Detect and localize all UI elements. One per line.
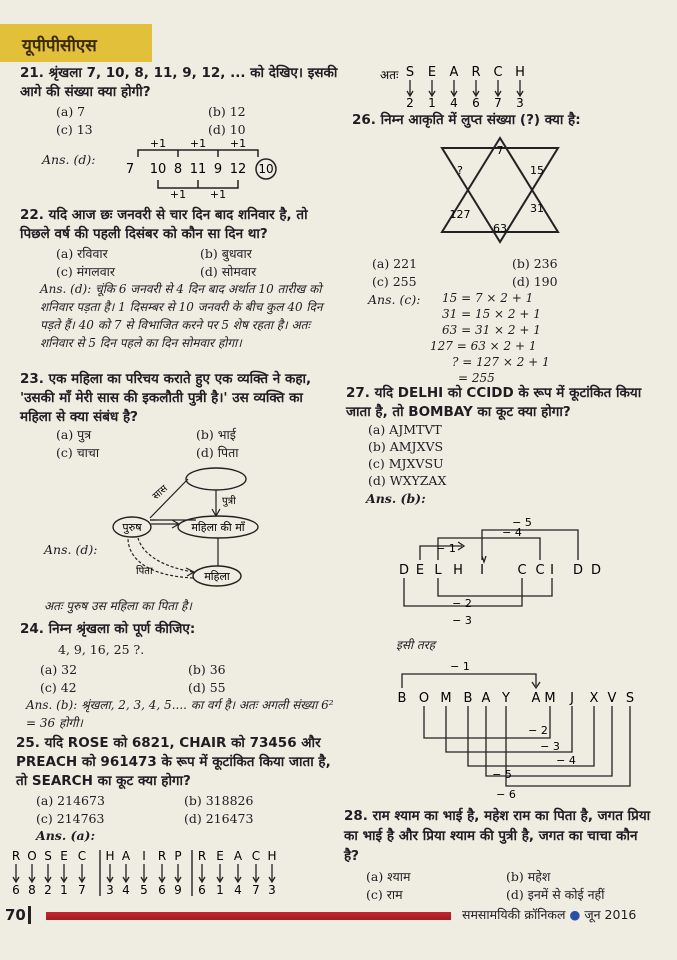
q27-code-letter: D bbox=[590, 563, 602, 578]
q27-bombay-letter: A bbox=[481, 691, 491, 706]
q27-bombay-code-letter: A bbox=[531, 691, 541, 706]
q27-delhi-letter: I bbox=[480, 563, 484, 578]
q26-star-figure bbox=[430, 132, 570, 244]
q27-b-shift-5: − 5 bbox=[492, 768, 512, 781]
q25-search-digit: 3 bbox=[516, 96, 524, 108]
q22-question: 22. यदि आज छः जनवरी से चार दिन बाद शनिवार है, तो पिछले वर्ष की पहली दिसंबर को कौन सा दिन था? bbox=[20, 207, 308, 242]
q27-bombay-letter: Y bbox=[502, 691, 510, 706]
q27-option-a: (a) AJMTVT bbox=[368, 422, 442, 437]
q21-term-7: 10 bbox=[258, 162, 274, 176]
q23-label-father: पिता bbox=[136, 566, 153, 577]
q27-delhi-diagram bbox=[392, 514, 612, 626]
q25-letter: O bbox=[27, 849, 37, 863]
q26-step-5: ? = 127 × 2 + 1 bbox=[452, 355, 550, 369]
q25-search-digit: 7 bbox=[494, 96, 502, 108]
q25-digit: 5 bbox=[140, 883, 148, 897]
q26-num-right: 15 bbox=[530, 164, 544, 177]
q25-digit: 7 bbox=[78, 883, 86, 897]
q23-label-daughter: पुत्री bbox=[222, 496, 236, 507]
q24-option-a: (a) 32 bbox=[40, 662, 78, 677]
q23-node-mother: महिला की माँ bbox=[191, 521, 245, 534]
q25-letter: I bbox=[142, 849, 146, 863]
q25-digit: 4 bbox=[122, 883, 130, 897]
q21-term-3: 8 bbox=[173, 162, 183, 177]
q21-question: 21. श्रृंखला 7, 10, 8, 11, 9, 12, ... को देखिए। इसकी आगे की संख्या क्या होगी? bbox=[20, 65, 338, 100]
section-title: यूपीपीसीएस bbox=[22, 36, 97, 56]
q25-letter: R bbox=[157, 849, 167, 863]
q21-plus-5: +1 bbox=[209, 188, 227, 198]
q25-digit: 3 bbox=[268, 883, 276, 897]
q27-shift-e: − 3 bbox=[452, 614, 472, 626]
q26-step-2: 31 = 15 × 2 + 1 bbox=[442, 307, 541, 321]
q26-step-3: 63 = 31 × 2 + 1 bbox=[442, 323, 541, 337]
q26-step-1: 15 = 7 × 2 + 1 bbox=[442, 291, 534, 305]
q27-bombay-code-letter: X bbox=[589, 691, 599, 706]
q21-option-b: (b) 12 bbox=[208, 104, 246, 119]
q22-option-b: (b) बुधवार bbox=[200, 246, 252, 261]
q25-search-digit: 6 bbox=[472, 96, 480, 108]
page-number-divider bbox=[28, 906, 45, 924]
q27-delhi-letter: D bbox=[398, 563, 410, 578]
q25-letter: A bbox=[121, 849, 131, 863]
q27-bombay-letter: M bbox=[440, 691, 452, 706]
q25-so: अतः bbox=[380, 68, 399, 82]
q23-option-c: (c) चाचा bbox=[56, 445, 100, 460]
q25-letter: E bbox=[216, 849, 224, 863]
q25-search-letter: E bbox=[427, 65, 437, 80]
q25-digit: 2 bbox=[44, 883, 52, 897]
q24-option-c: (c) 42 bbox=[40, 680, 77, 695]
q25-letter: R bbox=[197, 849, 207, 863]
q23-node-man: पुरुष bbox=[122, 521, 142, 534]
q23-relation-diagram bbox=[108, 466, 268, 590]
q25-search-letter: H bbox=[515, 65, 525, 80]
q25-letter: C bbox=[251, 849, 261, 863]
q27-bombay-letter: O bbox=[418, 691, 430, 706]
q21-answer: Ans. (d): bbox=[42, 152, 96, 167]
q21-option-d: (d) 10 bbox=[208, 122, 246, 137]
q27-b-shift-2: − 2 bbox=[528, 724, 548, 737]
footer-magazine bbox=[462, 906, 636, 923]
q25-code-mapping bbox=[6, 848, 326, 898]
q25-search-letter: R bbox=[471, 65, 481, 80]
q26-num-bottom-left: 127 bbox=[449, 208, 471, 221]
q25-letter: S bbox=[44, 849, 52, 863]
q25-letter: H bbox=[267, 849, 277, 863]
q25-digit: 4 bbox=[234, 883, 242, 897]
q28-option-b: (b) महेश bbox=[506, 869, 551, 884]
q27-delhi-letter: E bbox=[415, 563, 425, 578]
q27-option-b: (b) AMJXVS bbox=[368, 439, 444, 454]
page-number: 70 bbox=[5, 906, 26, 924]
q21-series-diagram bbox=[110, 138, 290, 198]
q25-search-letter: C bbox=[493, 65, 503, 80]
q21-plus-4: +1 bbox=[169, 188, 187, 198]
q23-answer: Ans. (d): bbox=[44, 542, 98, 557]
q27-delhi-letter: L bbox=[434, 563, 442, 578]
q25-option-c: (c) 214763 bbox=[36, 811, 105, 826]
q25-digit: 3 bbox=[106, 883, 114, 897]
q24-answer: Ans. (b): श्रृंखला, 2, 3, 4, 5.... का वर्ग है। अतः अगली संख्या 6² = 36 होगी। bbox=[26, 698, 334, 730]
q26-option-c: (c) 255 bbox=[372, 274, 417, 289]
q27-shift-a: − 5 bbox=[512, 516, 532, 529]
q26-num-bottom-right: 31 bbox=[530, 202, 544, 215]
q25-option-a: (a) 214673 bbox=[36, 793, 105, 808]
q25-letter: C bbox=[77, 849, 87, 863]
q27-bombay-code-letter: S bbox=[625, 691, 635, 706]
q21-term-2: 10 bbox=[149, 162, 167, 177]
q27-bombay-code-letter: V bbox=[607, 691, 617, 706]
q28-option-a: (a) श्याम bbox=[366, 869, 411, 884]
q21-term-6: 12 bbox=[229, 162, 247, 177]
q23-question: 23. एक महिला का परिचय कराते हुए एक व्यक्ति ने कहा, 'उसकी माँ मेरी सास की इकलौती पुत्री है।' उस व्यक्ति का महिला से क्या संबंध है? bbox=[20, 371, 312, 425]
q21-term-1: 7 bbox=[125, 162, 135, 177]
q27-bombay-letter: B bbox=[463, 691, 473, 706]
q22-answer: Ans. (d): चूंकि 6 जनवरी से 4 दिन बाद अर्थात 10 तारीख को शनिवार पड़ता है। 1 दिसम्बर से 10 जनवरी के बीच कुल 40 दिन पड़ते हैं। 40 को 7 से विभाजित करने पर 5 शेष रहता है। अतः शनिवार से 5 दिन पहले का दिन सोमवार होगा। bbox=[40, 282, 323, 350]
q27-b-shift-1: − 1 bbox=[450, 660, 470, 673]
q21-plus-2: +1 bbox=[189, 138, 207, 150]
q21-term-4: 11 bbox=[189, 162, 207, 177]
magazine-name: समसामयिकी क्रॉनिकल bbox=[462, 907, 566, 922]
q25-question: 25. यदि ROSE को 6821, CHAIR को 73456 और PREACH को 961473 के रूप में कूटांकित किया जाता है, तो SEARCH का कूट क्या होगा? bbox=[16, 735, 331, 789]
q24-question: 24. निम्न श्रृंखला को पूर्ण कीजिए: bbox=[20, 621, 196, 637]
q25-search-letter: S bbox=[405, 65, 415, 80]
footer-dot-icon: ● bbox=[569, 907, 581, 922]
q27-shift-b: − 4 bbox=[502, 526, 522, 539]
q26-option-b: (b) 236 bbox=[512, 256, 558, 271]
q22-option-a: (a) रविवार bbox=[56, 246, 108, 261]
q22-option-c: (c) मंगलवार bbox=[56, 264, 116, 279]
q25-digit: 9 bbox=[174, 883, 182, 897]
q23-conclusion: अतः पुरुष उस महिला का पिता है। bbox=[44, 599, 192, 613]
q25-option-b: (b) 318826 bbox=[184, 793, 254, 808]
q28-question: 28. राम श्याम का भाई है, महेश राम का पिता है, जगत प्रिया का भाई है और प्रिया श्याम की पुत्री है, जगत का चाचा कौन है? bbox=[344, 808, 651, 864]
q27-b-shift-6: − 6 bbox=[496, 788, 516, 801]
q27-shift-d: − 2 bbox=[452, 597, 472, 610]
q26-question: 26. निम्न आकृति में लुप्त संख्या (?) क्या है: bbox=[352, 112, 581, 128]
q26-answer: Ans. (c): bbox=[368, 292, 421, 307]
q27-code-letter: C bbox=[517, 563, 527, 578]
q21-option-a: (a) 7 bbox=[56, 104, 86, 119]
section-header bbox=[0, 24, 152, 62]
q25-letter: H bbox=[105, 849, 115, 863]
q27-bombay-diagram bbox=[390, 660, 650, 802]
q26-option-d: (d) 190 bbox=[512, 274, 558, 289]
q27-bombay-letter: B bbox=[397, 691, 407, 706]
q23-option-a: (a) पुत्र bbox=[56, 427, 92, 442]
q22-option-d: (d) सोमवार bbox=[200, 264, 257, 279]
q27-code-letter: I bbox=[550, 563, 554, 578]
q25-search-digit: 2 bbox=[406, 96, 414, 108]
q26-option-a: (a) 221 bbox=[372, 256, 418, 271]
q27-code-letter: D bbox=[572, 563, 584, 578]
q21-term-5: 9 bbox=[213, 162, 223, 177]
q25-digit: 7 bbox=[252, 883, 260, 897]
q27-answer: Ans. (b): bbox=[366, 491, 426, 506]
q27-code-letter: C bbox=[535, 563, 545, 578]
q27-similarly: इसी तरह bbox=[396, 638, 436, 652]
q24-series: 4, 9, 16, 25 ?. bbox=[58, 642, 145, 657]
q25-option-d: (d) 216473 bbox=[184, 811, 254, 826]
q24-option-d: (d) 55 bbox=[188, 680, 226, 695]
q26-num-top: 7 bbox=[496, 144, 504, 157]
q27-option-d: (d) WXYZAX bbox=[368, 473, 447, 488]
q25-letter: P bbox=[174, 849, 182, 863]
q27-bombay-code-letter: J bbox=[570, 691, 574, 706]
q27-bombay-code-letter: M bbox=[544, 691, 556, 706]
q27-b-shift-3: − 3 bbox=[540, 740, 560, 753]
q24-option-b: (b) 36 bbox=[188, 662, 226, 677]
q28-option-d: (d) इनमें से कोई नहीं bbox=[506, 887, 605, 902]
footer-bar bbox=[46, 912, 451, 920]
q28-option-c: (c) राम bbox=[366, 887, 403, 902]
q27-delhi-letter: H bbox=[453, 563, 463, 578]
q27-option-c: (c) MJXVSU bbox=[368, 456, 444, 471]
issue-date: जून 2016 bbox=[584, 907, 637, 922]
q21-plus-3: +1 bbox=[229, 138, 247, 150]
q27-question: 27. यदि DELHI को CCIDD के रूप में कूटांकित किया जाता है, तो BOMBAY का कूट क्या होगा? bbox=[346, 385, 642, 420]
q26-step-4: 127 = 63 × 2 + 1 bbox=[430, 339, 537, 353]
q23-label-mil: सास bbox=[150, 483, 170, 503]
q21-plus-1: +1 bbox=[149, 138, 167, 150]
q26-step-6: = 255 bbox=[458, 371, 495, 385]
q25-digit: 1 bbox=[60, 883, 68, 897]
q25-letter: R bbox=[11, 849, 21, 863]
q25-digit: 8 bbox=[28, 883, 36, 897]
q25-search-letter: A bbox=[449, 65, 459, 80]
q23-node-woman: महिला bbox=[204, 570, 230, 583]
q23-option-d: (d) पिता bbox=[196, 445, 239, 460]
q25-search-mapping bbox=[378, 62, 548, 108]
q26-num-bottom: 63 bbox=[493, 222, 507, 235]
q26-num-left: ? bbox=[457, 164, 463, 177]
q23-option-b: (b) भाई bbox=[196, 427, 236, 442]
q27-shift-c: − 1 bbox=[436, 542, 456, 555]
q25-search-digit: 1 bbox=[428, 96, 436, 108]
q25-answer: Ans. (a): bbox=[36, 828, 96, 843]
q25-digit: 1 bbox=[216, 883, 224, 897]
q26-steps bbox=[430, 290, 580, 386]
q25-letter: E bbox=[60, 849, 68, 863]
q21-option-c: (c) 13 bbox=[56, 122, 93, 137]
q25-digit: 6 bbox=[198, 883, 206, 897]
q25-search-digit: 4 bbox=[450, 96, 458, 108]
q25-digit: 6 bbox=[12, 883, 20, 897]
q25-digit: 6 bbox=[158, 883, 166, 897]
q27-b-shift-4: − 4 bbox=[556, 754, 576, 767]
q25-letter: A bbox=[233, 849, 243, 863]
